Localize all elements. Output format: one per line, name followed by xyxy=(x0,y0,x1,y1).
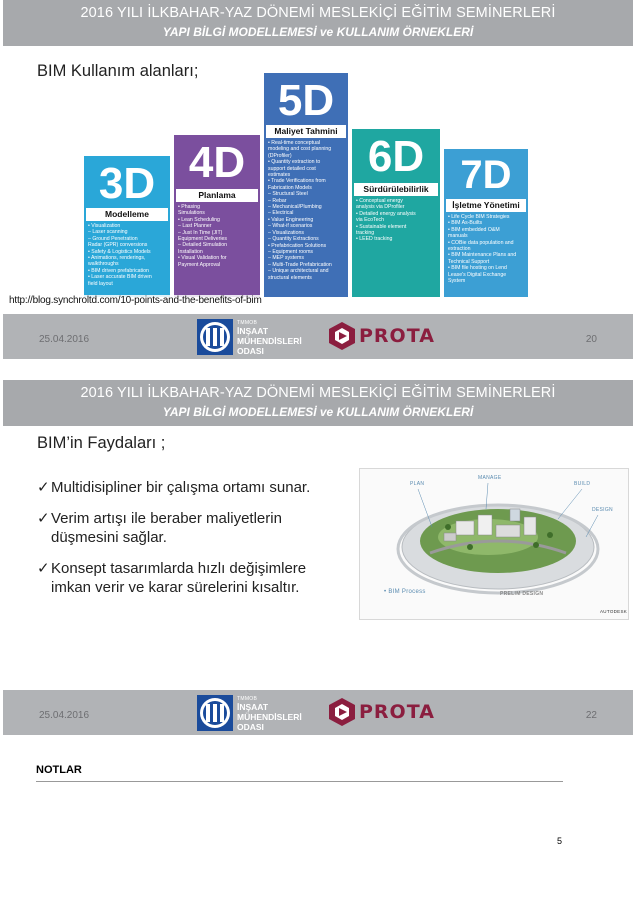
check-icon: ✓ xyxy=(37,560,50,577)
dimension-item: Payment Approval xyxy=(178,261,221,268)
imo-text: TMMOB İNŞAAT MÜHENDİSLERİ ODASI xyxy=(237,320,302,356)
notes-divider xyxy=(36,781,563,782)
prota-wordmark: PROTA xyxy=(359,325,435,347)
source-url[interactable]: http://blog.synchroltd.com/10-points-and-the-benefits-of-bim xyxy=(9,295,262,306)
bim-process-graphic xyxy=(360,469,630,621)
label-build: BUILD xyxy=(574,481,591,487)
slide-number: 20 xyxy=(585,334,597,345)
dimension-item: System xyxy=(448,278,466,285)
dimension-item: • Quantity extraction to xyxy=(268,159,321,166)
slide-title: BIM’in Faydaları ; xyxy=(37,434,166,452)
dimension-label: Modelleme xyxy=(86,208,168,221)
bim-process-illustration xyxy=(359,468,629,620)
dimension-item: – Unique architectural and xyxy=(268,268,329,275)
prota-logo-icon xyxy=(329,322,355,350)
slide-header xyxy=(3,380,633,426)
dimension-item: • Visualization xyxy=(88,223,121,229)
dimension-item-list xyxy=(356,198,437,243)
dimension-item: (DProfiler) xyxy=(268,152,292,159)
dimension-item: Radar (GPR) conversions xyxy=(88,242,148,249)
dimension-item: – Equipment rooms xyxy=(268,248,313,255)
benefit-item: ✓Verim artışı ile beraber maliyetlerin düşmesini sağlar. xyxy=(37,510,282,546)
dimension-item: • Phasing xyxy=(178,204,201,210)
dimension-item: • Life Cycle BIM Strategies xyxy=(448,214,510,220)
slide-title: BIM Kullanım alanları; xyxy=(37,62,199,80)
dimension-item-list xyxy=(178,204,257,268)
dimension-item: • BIM file hosting on Lend xyxy=(448,265,507,272)
check-icon: ✓ xyxy=(37,510,50,527)
dimension-item: Simulations xyxy=(178,210,205,217)
dimension-label: Planlama xyxy=(176,189,258,202)
slide-footer xyxy=(3,690,633,735)
dimension-item: – Electrical xyxy=(268,210,294,217)
dimension-item: – Rebar xyxy=(268,197,287,204)
dimension-item-list xyxy=(88,223,167,287)
dimension-item: – Structural Steel xyxy=(268,191,308,198)
label-design: DESIGN xyxy=(592,507,613,513)
dimension-item: • Sustainable element xyxy=(356,223,407,230)
dimension-item: Equipment Deliveries xyxy=(178,236,228,243)
dimension-item: – Quantity Extractions xyxy=(268,236,319,243)
dimension-item: Installation xyxy=(178,248,203,255)
dimension-item: – Last Planner xyxy=(178,223,212,230)
imo-logo-icon xyxy=(197,319,233,355)
dimension-item: • Visual Validation for xyxy=(178,255,227,262)
dimension-heading: 6D xyxy=(367,132,425,181)
dimension-item: via EcoTech xyxy=(356,217,384,224)
dimension-item-list xyxy=(268,140,345,281)
dimension-heading: 7D xyxy=(460,153,512,197)
dimension-item-list xyxy=(448,214,525,284)
prota-wordmark: PROTA xyxy=(359,701,435,723)
dimension-item: support detailed cost xyxy=(268,165,316,172)
dimension-item: • Real-time conceptual xyxy=(268,140,320,146)
dimension-item: – Laser scanning xyxy=(88,229,128,236)
dimension-item: Fabrication Models xyxy=(268,184,312,191)
bim-column-3d xyxy=(83,155,171,298)
footer-date: 25.04.2016 xyxy=(39,334,90,345)
dimension-item: • LEED tracking xyxy=(356,236,393,243)
dimension-item: • Value Engineering xyxy=(268,216,314,223)
bim-column-5d xyxy=(263,72,349,298)
notes-title: NOTLAR xyxy=(36,764,82,776)
dimension-item: – Ground Penetration xyxy=(88,235,138,242)
dimension-item: • BIM Maintenance Plans and xyxy=(448,252,517,259)
slide-number: 22 xyxy=(585,710,597,721)
dimension-item: analysis via DProfiler xyxy=(356,204,405,211)
bim-column-7d xyxy=(443,148,529,298)
dimension-item: – Just In Time (JIT) xyxy=(178,229,223,236)
dimension-heading: 5D xyxy=(277,76,335,125)
benefit-list xyxy=(37,478,310,609)
dimension-item: – MEP systems xyxy=(268,255,304,262)
dimension-item: field layout xyxy=(88,280,113,287)
imo-text: TMMOB İNŞAAT MÜHENDİSLERİ ODASI xyxy=(237,696,302,732)
prota-logo-icon xyxy=(329,698,355,726)
dimension-item: • Trade Verifications from xyxy=(268,178,326,185)
benefit-item: ✓Konsept tasarımlarda hızlı değişimlere imkan verir ve karar sürelerini kısaltır. xyxy=(37,560,307,596)
dimension-item: extraction xyxy=(448,246,471,253)
dimension-heading: 4D xyxy=(188,138,246,187)
header-subtitle: YAPI BİLGİ MODELLEMESİ ve KULLANIM ÖRNEKLERİ xyxy=(162,405,474,419)
dimension-item: – Multi-Trade Prefabrication xyxy=(268,261,332,268)
dimension-item: Lease's Digital Exchange xyxy=(448,271,507,278)
dimension-item: modeling and cost planning xyxy=(268,146,332,153)
dimension-item: – What-if scenarios xyxy=(268,223,313,230)
dimension-item: • Safety & Logistics Models xyxy=(88,248,151,255)
check-icon: ✓ xyxy=(37,479,50,496)
slide-bim-usage xyxy=(3,0,633,360)
dimension-heading: 3D xyxy=(98,159,156,208)
dimension-item: • Conceptual energy xyxy=(356,198,403,204)
label-manage: MANAGE xyxy=(478,475,502,481)
dimension-label: İşletme Yönetimi xyxy=(446,199,526,212)
dimension-item: Technical Support xyxy=(448,258,490,265)
dimension-item: estimates xyxy=(268,172,291,179)
page-number: 5 xyxy=(557,836,563,846)
dimension-item: • Laser accurate BIM driven xyxy=(88,274,152,281)
dimension-item: • Animations, renderings, xyxy=(88,255,146,262)
header-title: 2016 YILI İLKBAHAR-YAZ DÖNEMİ MESLEKİÇİ EĞİTİM SEMİNERLERİ xyxy=(80,5,556,21)
bim-column-4d xyxy=(173,134,261,298)
label-prelim-design: PRELIM DESIGN xyxy=(500,591,544,597)
slide-footer xyxy=(3,314,633,359)
dimension-label: Maliyet Tahmini xyxy=(266,125,346,138)
slide-bim-benefits xyxy=(3,380,633,736)
dimension-item: – Visualizations xyxy=(268,229,304,236)
slide-header xyxy=(3,0,633,46)
dimension-label: Sürdürülebilirlik xyxy=(354,183,438,196)
dimension-item: manuals xyxy=(448,233,468,240)
benefit-item: ✓Multidisipliner bir çalışma ortamı sunar. xyxy=(37,479,311,496)
label-plan: PLAN xyxy=(410,481,425,487)
dimension-item: • COBie data population and xyxy=(448,239,514,246)
dimension-item: • Lean Scheduling xyxy=(178,216,220,223)
imo-logo-icon xyxy=(197,695,233,731)
dimension-item: • Prefabrication Solutions xyxy=(268,242,327,249)
autodesk-logo: AUTODESK xyxy=(600,609,628,614)
dimension-item: walkthroughs xyxy=(88,261,119,268)
dimension-item: – Detailed Simulation xyxy=(178,242,228,249)
dimension-item: • BIM driven prefabrication xyxy=(88,267,149,274)
dimension-item: • BIM As-Builts xyxy=(448,220,483,227)
dimension-item: – Mechanical/Plumbing xyxy=(268,204,322,211)
header-title: 2016 YILI İLKBAHAR-YAZ DÖNEMİ MESLEKİÇİ EĞİTİM SEMİNERLERİ xyxy=(80,385,556,401)
dimension-item: structural elements xyxy=(268,274,312,281)
dimension-item: • Detailed energy analysis xyxy=(356,210,416,217)
dimension-item: • BIM embedded O&M xyxy=(448,226,500,233)
dimension-item: tracking xyxy=(356,230,375,237)
header-subtitle: YAPI BİLGİ MODELLEMESİ ve KULLANIM ÖRNEKLERİ xyxy=(162,25,474,39)
footer-date: 25.04.2016 xyxy=(39,710,90,721)
bim-column-6d xyxy=(351,128,441,298)
label-bim-process: • BIM Process xyxy=(384,589,426,595)
